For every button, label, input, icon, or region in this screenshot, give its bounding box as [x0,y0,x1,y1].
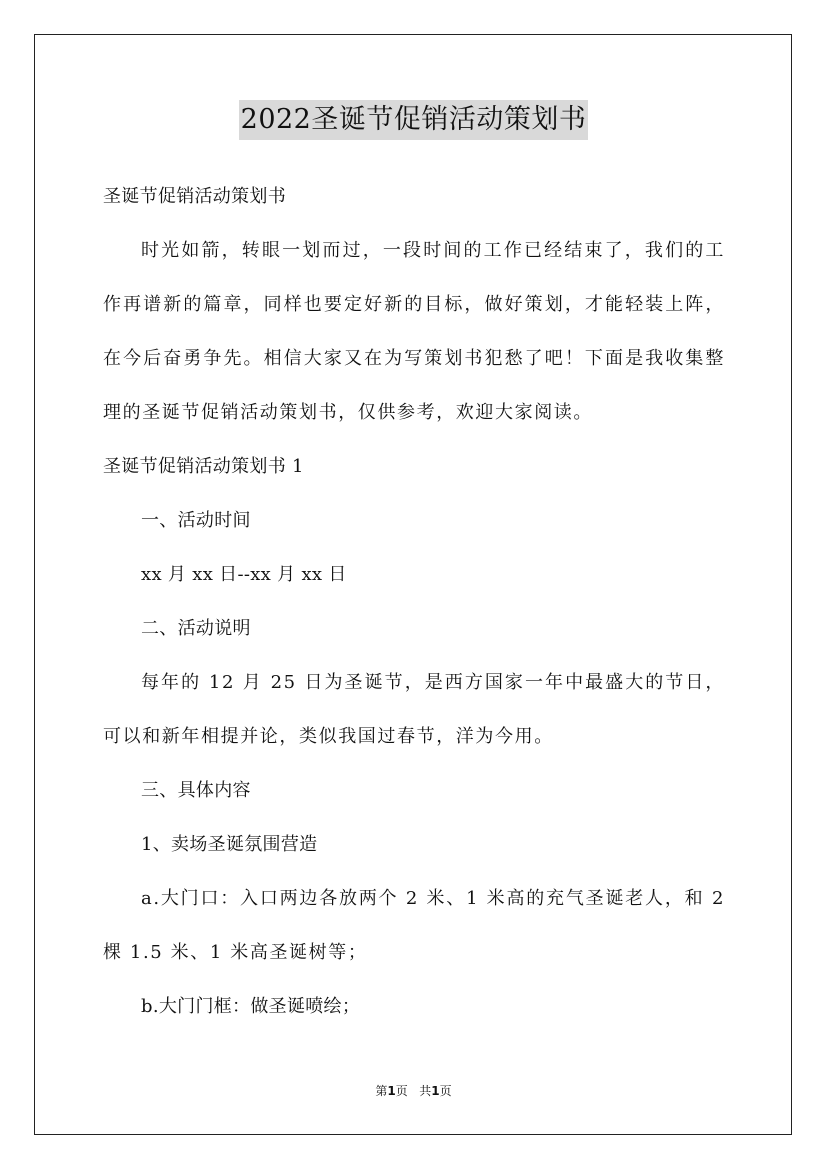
activity-time-value: xx 月 xx 日--xx 月 xx 日 [141,564,347,585]
page-label-prefix: 第 [375,1084,388,1098]
page-footer [0,1082,827,1099]
total-label-prefix: 共 [419,1084,432,1098]
page-label-suffix: 页 [395,1084,408,1098]
heading-activity-time: 一、活动时间 [141,510,251,531]
section-title: 圣诞节促销活动策划书 1 [103,456,304,477]
document-body [103,170,725,1034]
list-item-a: a.大门口：入口两边各放两个 2 米、1 米高的充气圣诞老人，和 2 棵 1.5 米、1 米高圣诞树等； [103,888,725,963]
subtitle: 圣诞节促销活动策划书 [103,186,286,207]
list-item-1: 1、卖场圣诞氛围营造 [141,834,318,855]
intro-paragraph: 时光如箭，转眼一划而过，一段时间的工作已经结束了，我们的工作再谱新的篇章，同样也要定好新的目标，做好策划，才能轻装上阵，在今后奋勇争先。相信大家又在为写策划书犯愁了吧！下面是我收集整理的圣诞节促销活动策划书，仅供参考，欢迎大家阅读。 [103,240,725,423]
title-container [0,100,827,140]
document-title: 2022圣诞节促销活动策划书 [239,100,589,140]
list-item-b: b.大门门框：做圣诞喷绘； [141,996,361,1017]
heading-activity-description: 二、活动说明 [141,618,251,639]
total-label-suffix: 页 [439,1084,452,1098]
total-pages: 1 [431,1084,440,1098]
heading-specific-content: 三、具体内容 [141,780,251,801]
activity-description-paragraph: 每年的 12 月 25 日为圣诞节，是西方国家一年中最盛大的节日，可以和新年相提并论，类似我国过春节，洋为今用。 [103,672,725,747]
page-number: 1 [387,1084,396,1098]
